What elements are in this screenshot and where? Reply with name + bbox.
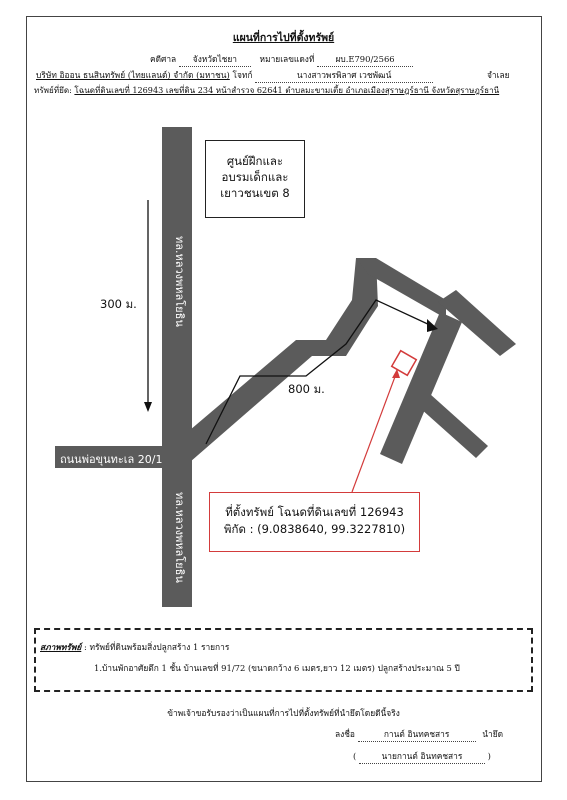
spur-road: [420, 394, 488, 458]
sign-label: ลงชื่อ: [335, 729, 355, 739]
highway-label-lower: ทล.หลวงพหลโยธิน: [173, 492, 186, 583]
branch-road: [190, 258, 378, 462]
landmark-line-1: ศูนย์ฝึกและ: [226, 154, 284, 168]
side-road-label: ถนนพ่อขุนทะเล 20/1: [60, 453, 163, 466]
open-paren: (: [353, 751, 357, 761]
landmark-box: [205, 140, 305, 218]
defendant-label: จำเลย: [487, 70, 510, 80]
print-name: นายกานต์ อินทคชสาร: [359, 749, 485, 764]
condition-label: สภาพทรัพย์: [40, 642, 82, 652]
print-name-row: [353, 749, 491, 764]
sign-role: นำยึด: [482, 729, 504, 739]
property-condition-box: [34, 628, 533, 692]
case-no-label: หมายเลขแดงที่: [259, 54, 315, 64]
court-value: จังหวัดไชยา: [179, 52, 251, 67]
court-label: คดีศาล: [150, 54, 177, 64]
signature-row: [335, 727, 503, 742]
landmark-line-3: เยาวชนเขต 8: [220, 186, 290, 200]
highway-label-upper: ทล.หลวงพหลโยธิน: [173, 236, 186, 327]
landmark-line-2: อบรมเด็กและ: [221, 170, 289, 184]
condition-row: [40, 640, 229, 654]
location-title: ที่ตั้งทรัพย์ โฉนดที่ดินเลขที่ 126943: [225, 505, 404, 519]
plaintiff-name: บริษัท อิออน ธนสินทรัพย์ (ไทยแลนด์) จำกัด (มหาชน): [36, 70, 230, 80]
sign-name: กานต์ อินทคชสาร: [358, 727, 476, 742]
property-description: โฉนดที่ดินเลขที่ 126943 เลขที่ดิน 234 หน้าสำรวจ 62641 ตำบลมะขามเตี้ย อำเภอเมืองสุราษฎร์ธานี จังหวัดสุราษฎร์ธานี: [74, 85, 500, 95]
property-label: ทรัพย์ที่ยึด:: [34, 85, 72, 95]
defendant-name: นางสาวพรพิลาศ เวชพัฒน์: [255, 68, 433, 83]
plaintiff-label: โจทก์: [232, 70, 253, 80]
location-coordinates: พิกัด : (9.0838640, 99.3227810): [223, 522, 406, 536]
certify-statement: ข้าพเจ้าขอรับรองว่าเป็นแผนที่การไปที่ตั้งทรัพย์ที่นำยึดโดยดีนี้จริง: [167, 708, 400, 718]
case-no-value: ผบ.E790/2566: [317, 52, 413, 67]
arrow-300m-head: [144, 402, 152, 412]
document-title: แผนที่การไปที่ตั้งทรัพย์: [232, 32, 335, 44]
condition-summary: : ทรัพย์ที่ดินพร้อมสิ่งปลูกสร้าง 1 รายการ: [83, 642, 230, 652]
distance-800m-label: 800 ม.: [288, 382, 325, 396]
close-paren: ): [487, 751, 491, 761]
distance-300m-label: 300 ม.: [100, 297, 137, 311]
property-location-box: [209, 492, 420, 552]
vertical-road-right: [380, 312, 462, 464]
property-marker: [392, 351, 417, 376]
condition-item: 1.บ้านพักอาศัยตึก 1 ชั้น บ้านเลขที่ 91/72 (ขนาดกว้าง 6 เมตร,ยาว 12 เมตร) ปลูกสร้างประมาณ 5 ปี: [94, 663, 460, 673]
